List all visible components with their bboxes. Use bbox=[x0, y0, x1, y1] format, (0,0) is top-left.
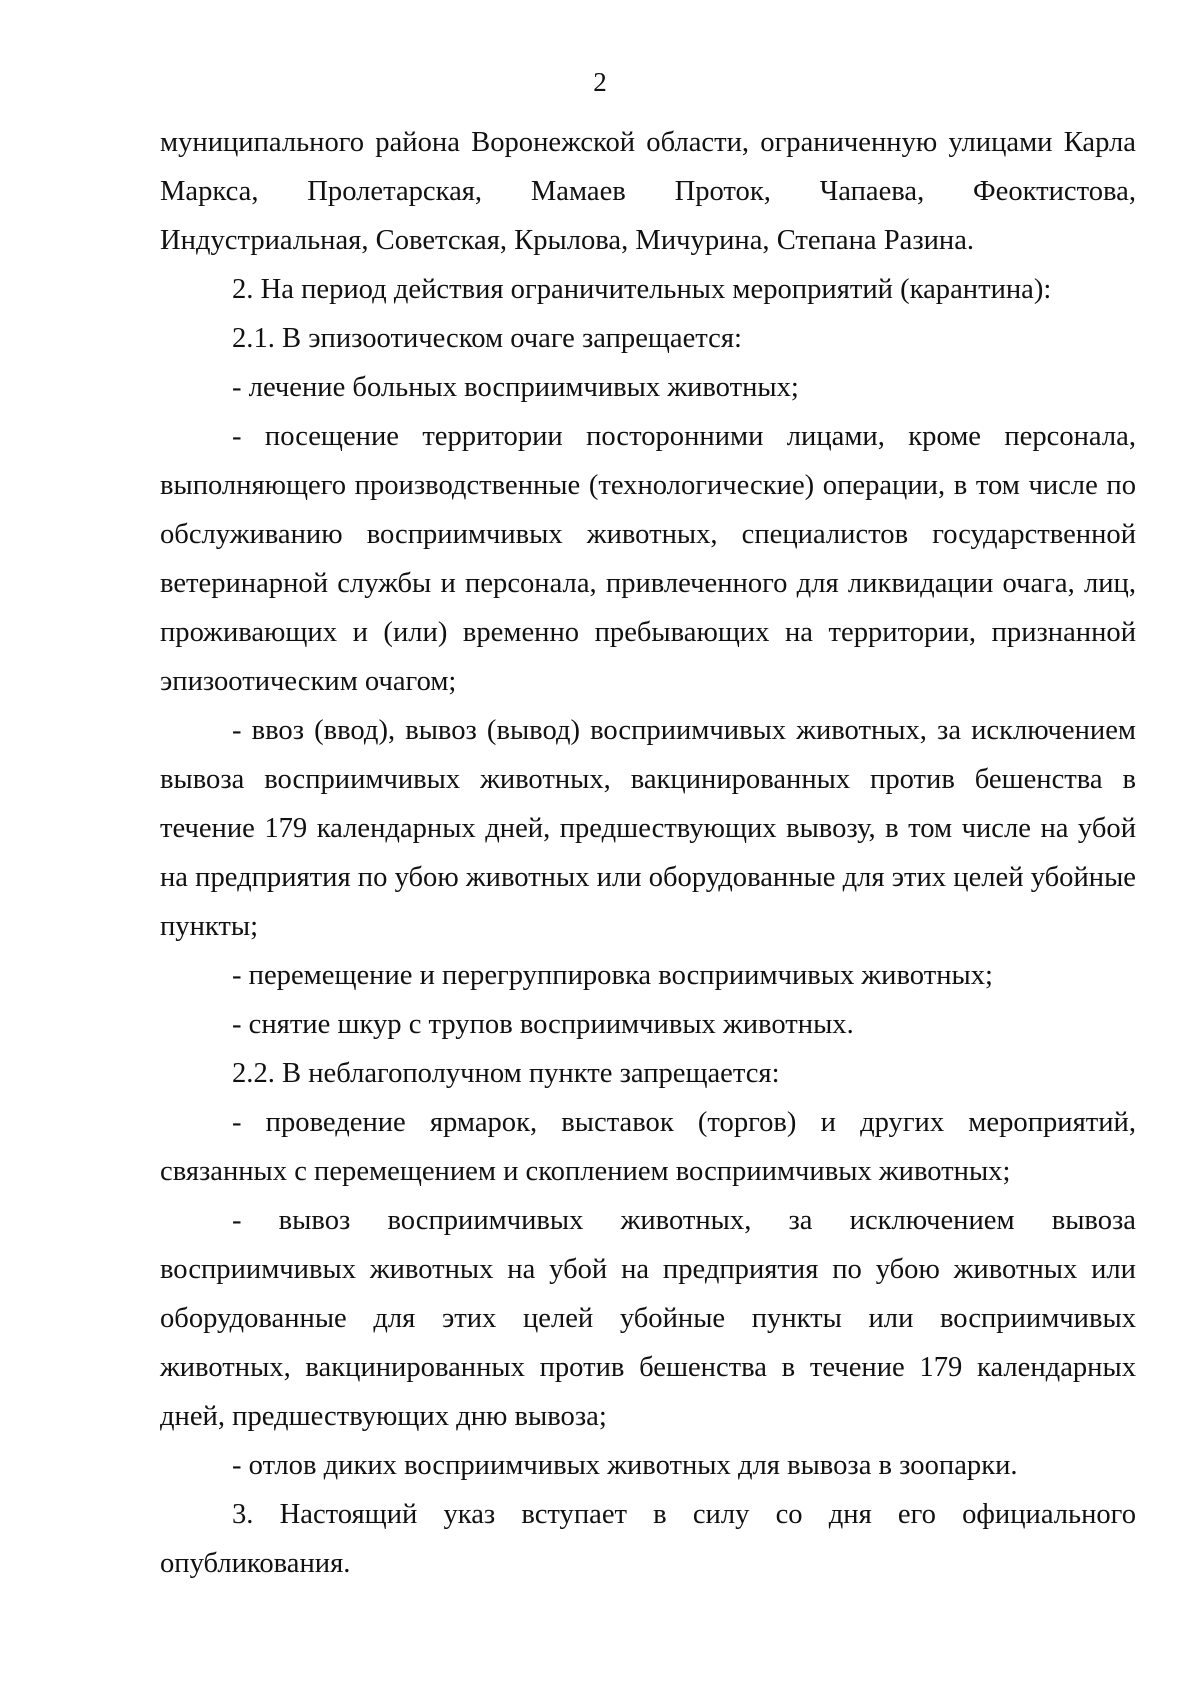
paragraph-prohibition-treatment: - лечение больных восприимчивых животных; bbox=[232, 372, 799, 403]
paragraph-prohibition-movement: - перемещение и перегруппировка восприимчивых животных; bbox=[232, 960, 993, 991]
paragraph-item-2-2: 2.2. В неблагополучном пункте запрещается: bbox=[232, 1058, 780, 1089]
paragraph-prohibition-fairs: - проведение ярмарок, выставок (торгов) и других мероприятий, связанных с перемещением и скоплением восприимчивых животных; bbox=[160, 1107, 1136, 1187]
paragraph-item-2: 2. На период действия ограничительных мероприятий (карантина): bbox=[232, 274, 1052, 305]
paragraph-item-3: 3. Настоящий указ вступает в силу со дня его официального опубликования. bbox=[160, 1499, 1136, 1579]
paragraph-prohibition-skinning: - снятие шкур с трупов восприимчивых животных. bbox=[232, 1009, 854, 1040]
paragraph-prohibition-import-export: - ввоз (ввод), вывоз (вывод) восприимчивых животных, за исключением вывоза восприимчивых животных, вакцинированных против бешенства в течение 179 календарных дней, предшествующих вывозу, в том числе на убой на предприятия по убою животных или оборудованные для этих целей убойные пункты; bbox=[160, 715, 1136, 942]
page-number: 2 bbox=[593, 67, 607, 97]
paragraph-item-2-1: 2.1. В эпизоотическом очаге запрещается: bbox=[232, 323, 742, 354]
paragraph-continuation: муниципального района Воронежской области, ограниченную улицами Карла Маркса, Пролетарская, Мамаев Проток, Чапаева, Феоктистова, Индустриальная, Советская, Крылова, Мичурина, Степана Разина. bbox=[160, 127, 1136, 256]
document-body bbox=[160, 118, 1136, 1588]
paragraph-prohibition-capture: - отлов диких восприимчивых животных для вывоза в зоопарки. bbox=[232, 1450, 1018, 1481]
paragraph-prohibition-visiting: - посещение территории посторонними лицами, кроме персонала, выполняющего производственные (технологические) операции, в том числе по обслуживанию восприимчивых животных, специалистов государственной ветеринарной службы и персонала, привлеченного для ликвидации очага, лиц, проживающих и (или) временно пребывающих на территории, признанной эпизоотическим очагом; bbox=[160, 421, 1136, 697]
paragraph-prohibition-export: - вывоз восприимчивых животных, за исключением вывоза восприимчивых животных на убой на предприятия по убою животных или оборудованные для этих целей убойные пункты или восприимчивых животных, вакцинированных против бешенства в течение 179 календарных дней, предшествующих дню вывоза; bbox=[160, 1205, 1136, 1432]
